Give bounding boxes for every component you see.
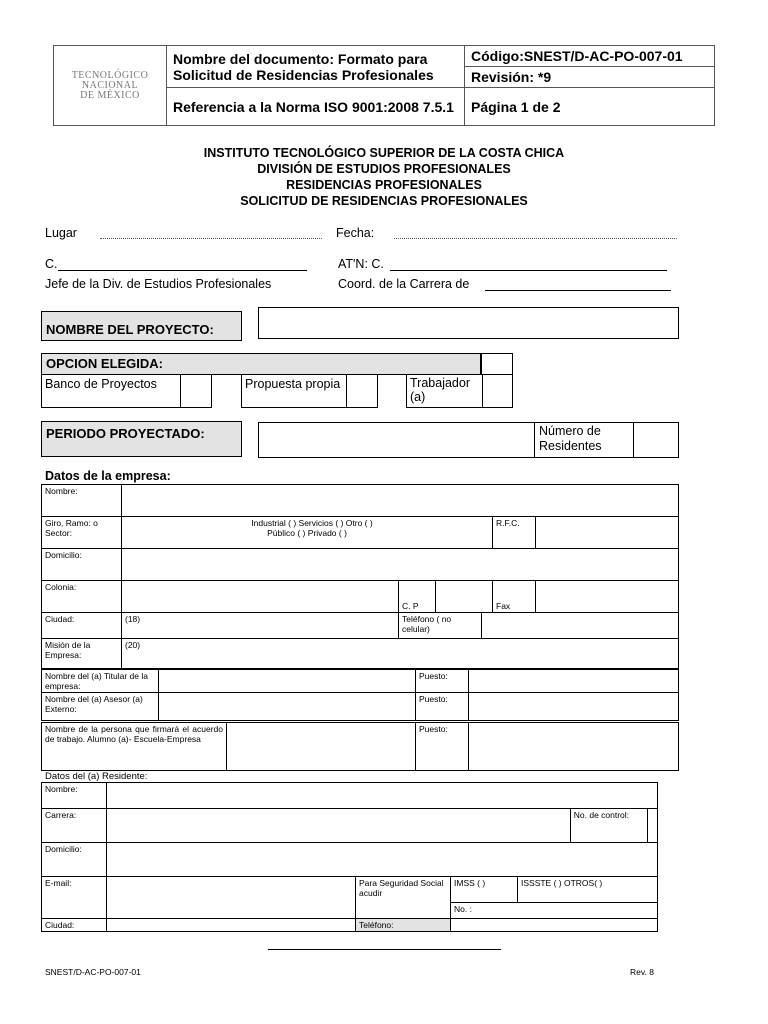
issste-option[interactable]: ISSSTE ( ) OTROS( ) <box>518 877 658 903</box>
empresa-telefono-label: Teléfono ( no celular) <box>399 613 482 639</box>
residente-nombre-field[interactable] <box>107 783 658 809</box>
giro-label: Giro, Ramo: o Sector: <box>42 517 122 549</box>
trabajador-checkbox[interactable] <box>482 374 513 408</box>
residencias-title: RESIDENCIAS PROFESIONALES <box>286 178 482 192</box>
banco-checkbox[interactable] <box>180 374 212 408</box>
residente-telefono-label: Teléfono: <box>356 919 451 932</box>
fax-field[interactable] <box>536 581 679 613</box>
document-code-revision <box>465 46 715 88</box>
carrera-field[interactable] <box>107 809 571 843</box>
institution-logo: TECNOLÓGICO NACIONAL DE MÉXICO <box>54 46 167 126</box>
page-number: Página 1 de 2 <box>465 88 715 126</box>
opcion-title: OPCION ELEGIDA: <box>41 353 481 375</box>
division-title: DIVISIÓN DE ESTUDIOS PROFESIONALES <box>257 162 511 176</box>
propuesta-checkbox[interactable] <box>346 374 378 408</box>
titular-puesto-field[interactable] <box>469 670 679 693</box>
residente-domicilio-label: Domicilio: <box>42 843 107 877</box>
titular-label: Nombre del (a) Titular de la empresa: <box>42 670 159 693</box>
carrera-label: Carrera: <box>42 809 107 843</box>
firmara-label: Nombre de la persona que firmará el acuerdo de trabajo. Alumno (a)- Escuela-Empresa <box>42 723 227 771</box>
email-label: E-mail: <box>42 877 107 919</box>
asesor-puesto-label: Puesto: <box>416 693 469 721</box>
header-table <box>53 45 715 126</box>
cp-field[interactable] <box>436 581 493 613</box>
residente-title: Datos del (a) Residente: <box>45 771 148 782</box>
asesor-label: Nombre del (a) Asesor (a) Externo: <box>42 693 159 721</box>
titular-field[interactable] <box>159 670 416 693</box>
seguridad-no[interactable]: No. : <box>451 903 658 919</box>
residente-nombre-label: Nombre: <box>42 783 107 809</box>
mision-label: Misión de la Empresa: <box>42 639 122 669</box>
giro-options-line2: Público ( ) Privado ( ) <box>267 528 347 538</box>
titular-puesto-label: Puesto: <box>416 670 469 693</box>
residente-table <box>41 782 658 877</box>
asesor-puesto-field[interactable] <box>469 693 679 721</box>
fecha-label: Fecha: <box>336 226 375 240</box>
document-revision: Revisión: *9 <box>471 69 552 85</box>
propuesta-label: Propuesta propia <box>241 374 347 408</box>
empresa-title: Datos de la empresa: <box>45 469 171 483</box>
firmara-puesto-label: Puesto: <box>416 723 469 771</box>
empresa-ciudad-field[interactable]: (18) <box>122 613 399 639</box>
residente-ciudad-label: Ciudad: <box>42 919 107 932</box>
empresa-telefono-field[interactable] <box>482 613 679 639</box>
residente-domicilio-field[interactable] <box>107 843 658 877</box>
fecha-field[interactable] <box>394 238 677 239</box>
num-residentes-label: Número de Residentes <box>534 422 634 458</box>
atn-field[interactable] <box>390 270 667 271</box>
seguridad-label: Para Seguridad Social acudir <box>356 877 451 919</box>
rfc-label: R.F.C. <box>493 517 536 549</box>
num-residentes-field[interactable] <box>633 422 679 458</box>
colonia-label: Colonia: <box>42 581 122 613</box>
residente-table-2 <box>41 876 658 932</box>
firmara-field[interactable] <box>227 723 416 771</box>
colonia-field[interactable] <box>122 581 399 613</box>
jefe-label: Jefe de la Div. de Estudios Profesionales <box>45 277 272 291</box>
empresa-table-2 <box>41 612 679 669</box>
periodo-label: PERIODO PROYECTADO: <box>41 421 242 457</box>
iso-reference: Referencia a la Norma ISO 9001:2008 7.5.1 <box>167 88 465 126</box>
residente-telefono-field[interactable] <box>451 919 658 932</box>
trabajador-label: Trabajador (a) <box>406 374 483 408</box>
atn-label: AT'N: C. <box>338 257 384 271</box>
proyecto-field[interactable] <box>258 307 679 339</box>
empresa-ciudad-label: Ciudad: <box>42 613 122 639</box>
opcion-section <box>41 353 513 408</box>
footer-code: SNEST/D-AC-PO-007-01 <box>45 967 141 977</box>
document-code: Código:SNEST/D-AC-PO-007-01 <box>465 46 714 67</box>
residente-ciudad-field[interactable] <box>107 919 356 932</box>
coord-field[interactable] <box>485 290 671 291</box>
banco-label: Banco de Proyectos <box>41 374 181 408</box>
lugar-field[interactable] <box>100 238 322 239</box>
lugar-label: Lugar <box>45 226 77 240</box>
proyecto-label: NOMBRE DEL PROYECTO: <box>41 311 242 341</box>
imss-option[interactable]: IMSS ( ) <box>451 877 518 903</box>
firmara-puesto-field[interactable] <box>469 723 679 771</box>
empresa-nombre-label: Nombre: <box>42 485 122 517</box>
cp-label: C. P <box>399 581 436 613</box>
signature-line[interactable] <box>268 949 501 950</box>
c-field[interactable] <box>58 270 307 271</box>
rfc-field[interactable] <box>536 517 679 549</box>
document-name: Nombre del documento: Formato para Solicitud de Residencias Profesionales <box>167 46 465 88</box>
empresa-domicilio-field[interactable] <box>122 549 679 581</box>
coord-label: Coord. de la Carrera de <box>338 277 470 291</box>
empresa-table-3 <box>41 669 679 721</box>
control-label: No. de control: <box>570 809 647 843</box>
opcion-corner-cell <box>481 353 513 375</box>
c-label: C. <box>45 257 58 271</box>
empresa-table <box>41 484 679 613</box>
email-field[interactable] <box>107 877 356 919</box>
control-field[interactable] <box>647 809 657 843</box>
empresa-domicilio-label: Domicilio: <box>42 549 122 581</box>
giro-options-line1: Industrial ( ) Servicios ( ) Otro ( ) <box>251 518 373 528</box>
fax-label: Fax <box>493 581 536 613</box>
solicitud-title: SOLICITUD DE RESIDENCIAS PROFESIONALES <box>240 194 528 208</box>
giro-options[interactable] <box>122 517 493 549</box>
empresa-table-4 <box>41 722 679 771</box>
institute-title: INSTITUTO TECNOLÓGICO SUPERIOR DE LA COSTA CHICA <box>203 146 565 160</box>
empresa-nombre-field[interactable] <box>122 485 679 517</box>
footer-revision: Rev. 8 <box>630 967 654 977</box>
periodo-field[interactable] <box>258 422 535 458</box>
mision-field[interactable]: (20) <box>122 639 679 669</box>
asesor-field[interactable] <box>159 693 416 721</box>
